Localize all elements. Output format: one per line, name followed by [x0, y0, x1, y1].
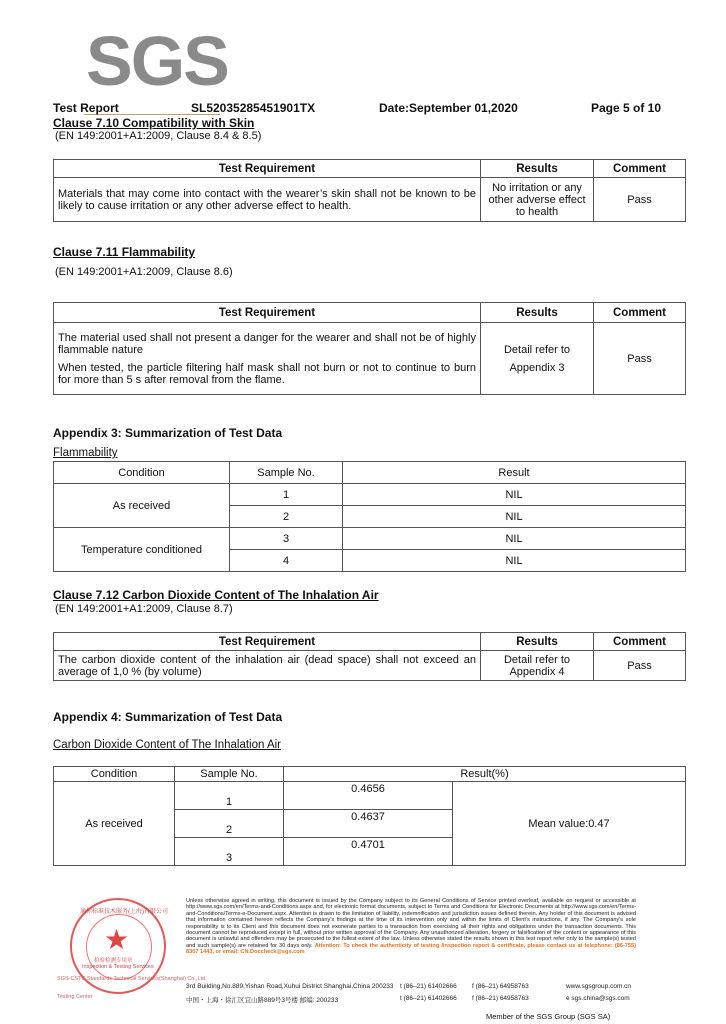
header-results: Results — [481, 303, 594, 323]
table-row — [54, 782, 686, 810]
sample-cell: 2 — [230, 506, 343, 528]
address-cn-email: e sgs.china@sgs.com — [566, 995, 630, 1002]
address-en: 3rd Building,No.889,Yishan Road,Xuhui District Shanghai,China 200233 — [186, 983, 394, 990]
sgs-logo — [84, 22, 228, 100]
clause-712-title: Clause 7.12 Carbon Dioxide Content of The Inhalation Air — [53, 588, 379, 602]
seal-text-en: Inspection & Testing Services — [82, 964, 154, 970]
condition-cell: As received — [54, 484, 230, 528]
header-results: Results — [481, 160, 594, 178]
clause-711-title: Clause 7.11 Flammability — [53, 245, 196, 259]
member-text: Member of the SGS Group (SGS SA) — [486, 1012, 611, 1021]
result-cell: 0.4637 — [284, 810, 453, 838]
header-sample-no: Sample No. — [175, 767, 284, 782]
table-row — [54, 528, 686, 550]
sample-cell: 1 — [230, 484, 343, 506]
comment-text: Pass — [594, 651, 686, 681]
header-results: Results — [481, 633, 594, 651]
clause-710-table — [53, 159, 686, 222]
requirement-text-2: When tested, the particle filtering half mask shall not burn or not to continue to burn for more than 5 s after removal from the flame. — [58, 361, 476, 386]
result-text: No irritation or any other adverse effect to health — [481, 178, 594, 222]
address-en-fax: f (86–21) 64958763 — [472, 983, 529, 990]
clause-711-table — [53, 302, 686, 395]
header-comment: Comment — [594, 160, 686, 178]
footer-disclaimer: Unless otherwise agreed in writing, this document is issued by the Company subject to its General Conditions of Service printed overleaf, available on request or accessible at http://www.sgs.com/en/Terms-and-Conditions.aspx and, for electronic format documents, subject to Terms and Conditions for Electronic Documents at http://www.sgs.com/en/Terms-and-Conditions/Terms-e-Document.aspx. Attention is drawn to the limitation of liability, indemnification and jurisdiction issues defined therein. Any holder of this document is advised that information contained hereon reflects the Company's findings at the time of its intervention only and within the limits of Client's instructions, if any. The Company's sole responsibility is to its Client and this document does not exonerate parties to a transaction from exercising all their rights and obligations under the transaction documents. This document cannot be reproduced except in full, without prior written approval of the Company. Any unauthorized alteration, forgery or falsification of the content or appearance of this document is unlawful and offenders may be prosecuted to the fullest extent of the law. Unless otherwise stated the results shown in this test report refer only to the sample(s) tested and such sample(s) are retained for 30 days only. Attention: To check the authenticity of testing /inspection report & certificate, please contact us at telephone: (86-755) 8307 1443, or email: CN.Doccheck@sgs.com — [186, 898, 637, 956]
seal-text-top: 通标标准技术服务(上海)有限公司 — [80, 909, 168, 915]
sample-cell: 3 — [175, 838, 284, 866]
clause-712-standard: (EN 149:2001+A1:2009, Clause 8.7) — [55, 603, 233, 615]
address-en-tel: t (86–21) 61402666 — [400, 983, 457, 990]
star-icon: ★ — [104, 924, 130, 955]
appendix-3-subtitle: Flammability — [53, 447, 118, 459]
appendix-3-title: Appendix 3: Summarization of Test Data — [53, 426, 283, 440]
address-cn-fax: f (86–21) 64958763 — [472, 995, 529, 1002]
result-line-2: Appendix 4 — [509, 665, 565, 678]
appendix-4-subtitle: Carbon Dioxide Content of The Inhalation Air — [53, 739, 282, 751]
footer-attention: Attention: To check the authenticity of testing /inspection report & certificate, please contact us at telephone: (86-755) 8307 1443, or email: CN.Doccheck@sgs.com — [186, 942, 637, 956]
result-cell: NIL — [343, 506, 686, 528]
header-comment: Comment — [594, 303, 686, 323]
sample-cell: 3 — [230, 528, 343, 550]
appendix-4-table — [53, 766, 686, 866]
appendix-4-title: Appendix 4: Summarization of Test Data — [53, 710, 283, 724]
requirement-text: The carbon dioxide content of the inhalation air (dead space) shall not exceed an average of 1,0 % (by volume) — [54, 651, 481, 681]
sample-cell: 1 — [175, 782, 284, 810]
address-en-web: www.sgsgroup.com.cn — [566, 983, 632, 990]
header-condition: Condition — [54, 767, 175, 782]
requirement-text: Materials that may come into contact with the wearer’s skin shall not be known to be likely to cause irritation or any other adverse effect to health. — [54, 178, 481, 222]
header-comment: Comment — [594, 633, 686, 651]
clause-711-standard: (EN 149:2001+A1:2009, Clause 8.6) — [55, 266, 233, 278]
report-label: Test Report — [53, 101, 119, 115]
result-cell: NIL — [343, 550, 686, 572]
header-test-requirement: Test Requirement — [54, 633, 481, 651]
table-row — [54, 484, 686, 506]
report-date: Date:September 01,2020 — [379, 101, 518, 115]
result-line-2: Appendix 3 — [509, 361, 565, 374]
header-test-requirement: Test Requirement — [54, 303, 481, 323]
header-sample-no: Sample No. — [230, 462, 343, 484]
address-cn-tel: t (86–21) 61402666 — [400, 995, 457, 1002]
result-line-1: Detail refer to — [503, 653, 571, 666]
result-cell: 0.4656 — [284, 782, 453, 810]
sample-cell: 4 — [230, 550, 343, 572]
header-test-requirement: Test Requirement — [54, 160, 481, 178]
report-number: SL52035285451901TX — [191, 101, 316, 115]
result-cell: NIL — [343, 528, 686, 550]
clause-710-title: Clause 7.10 Compatibility with Skin — [53, 116, 255, 130]
sample-cell: 2 — [175, 810, 284, 838]
header-result: Result — [343, 462, 686, 484]
condition-cell: Temperature conditioned — [54, 528, 230, 572]
mean-value-cell: Mean value:0.47 — [453, 782, 686, 866]
header-condition: Condition — [54, 462, 230, 484]
comment-text: Pass — [594, 323, 686, 395]
sgs-logo-text: SGS — [86, 22, 228, 100]
condition-cell: As received — [54, 782, 175, 866]
address-cn: 中国・上海・徐汇区宜山路889号3号楼 邮编: 200233 — [186, 997, 339, 1004]
side-text-1: SGS-CSTC Standards Technical Services(Shanghai) Co.,Ltd. — [57, 976, 207, 982]
clause-712-table — [53, 632, 686, 681]
header-result: Result(%) — [284, 767, 686, 782]
result-cell: 0.4701 — [284, 838, 453, 866]
seal-text-mid: 检验检测专用章 — [94, 958, 133, 964]
result-cell: NIL — [343, 484, 686, 506]
comment-text: Pass — [594, 178, 686, 222]
side-text-2: Testing Center — [57, 994, 93, 1000]
page-number: Page 5 of 10 — [591, 101, 662, 115]
appendix-3-table — [53, 461, 686, 572]
requirement-text-1: The material used shall not present a danger for the wearer and shall not be of highly flammable nature — [58, 331, 476, 356]
clause-710-standard: (EN 149:2001+A1:2009, Clause 8.4 & 8.5) — [55, 130, 262, 142]
result-line-1: Detail refer to — [503, 343, 571, 356]
